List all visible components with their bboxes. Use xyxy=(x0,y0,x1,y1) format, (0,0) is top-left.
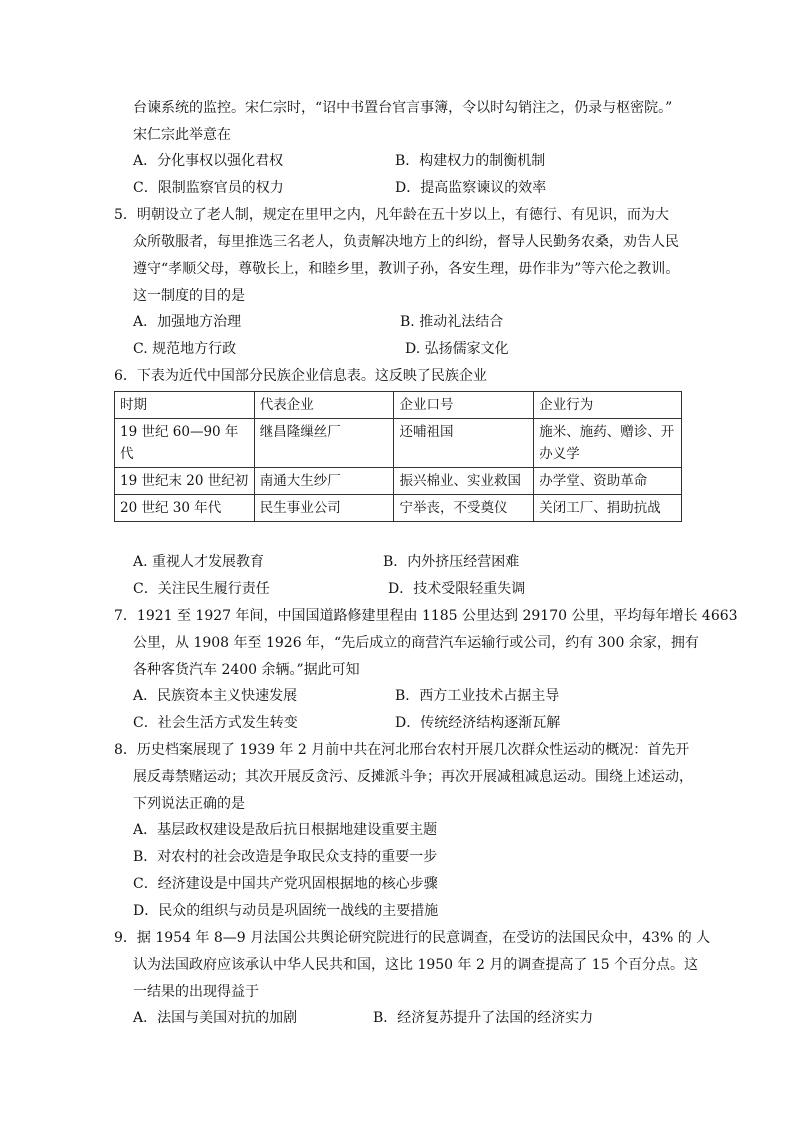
enterprise-table xyxy=(114,391,682,522)
q4-option-a: A．分化事权以强化君权 xyxy=(133,153,284,169)
table-cell: 还哺祖国 xyxy=(394,419,534,468)
q5-option-d: D. 弘扬儒家文化 xyxy=(405,341,509,357)
q8-line-3: 下列说法正确的是 xyxy=(133,796,245,812)
q9-option-a: A．法国与美国对抗的加剧 xyxy=(133,1010,298,1026)
q7-line-3: 各种客货汽车 2400 余辆。”据此可知 xyxy=(133,662,360,678)
q9-line-2: 认为法国政府应该承认中华人民共和国，这比 1950 年 2 月的调查提高了 15 个百分点。这 xyxy=(133,957,699,973)
table-header-cell: 时期 xyxy=(115,392,255,419)
table-cell: 办学堂、资助革命 xyxy=(534,468,682,495)
table-row xyxy=(115,495,682,522)
table-cell: 振兴棉业、实业救国 xyxy=(394,468,534,495)
q8-option-a: A．基层政权建设是敌后抗日根据地建设重要主题 xyxy=(133,822,438,838)
table-cell: 施米、施药、赠诊、开办义学 xyxy=(534,419,682,468)
q4-option-c: C．限制监察官员的权力 xyxy=(133,180,284,196)
table-header-row xyxy=(115,392,682,419)
q4-option-d: D．提高监察谏议的效率 xyxy=(395,180,547,196)
q7-line-2: 公里，从 1908 年至 1926 年，“先后成立的商营汽车运输行或公司，约有 300 余家，拥有 xyxy=(133,635,699,651)
table-cell: 宁举丧，不受奠仪 xyxy=(394,495,534,522)
q8-option-c: C．经济建设是中国共产党巩固根据地的核心步骤 xyxy=(133,876,438,892)
q7-option-c: C．社会生活方式发生转变 xyxy=(133,715,298,731)
q6-option-d: D．技术受限轻重失调 xyxy=(388,581,526,597)
q8-line-2: 展反毒禁赌运动；其次开展反贪污、反摊派斗争；再次开展减租减息运动。围绕上述运动， xyxy=(133,769,693,785)
table-row xyxy=(115,468,682,495)
q5-line-4: 这一制度的目的是 xyxy=(133,288,245,304)
q6-line-1: 6．下表为近代中国部分民族企业信息表。这反映了民族企业 xyxy=(114,368,487,384)
q8-option-d: D．民众的组织与动员是巩固统一战线的主要措施 xyxy=(133,903,439,919)
q8-option-b: B．对农村的社会改造是争取民众支持的重要一步 xyxy=(133,849,438,865)
q9-option-b: B．经济复苏提升了法国的经济实力 xyxy=(373,1010,594,1026)
q5-option-b: B. 推动礼法结合 xyxy=(400,314,504,330)
q7-line-1: 7．1921 至 1927 年间，中国国道路修建里程由 1185 公里达到 29170 公里，平均每年增长 4663 xyxy=(114,608,738,624)
q5-line-2: 众所敬服者，每里推选三名老人，负责解决地方上的纠纷，督导人民勤务农桑，劝告人民 xyxy=(133,234,679,250)
q6-option-b: B．内外挤压经营困难 xyxy=(383,554,520,570)
table-cell: 民生事业公司 xyxy=(254,495,394,522)
q4-line-1: 台谏系统的监控。宋仁宗时，“诏中书置台官言事簿，令以时勾销注之，仍录与枢密院。” xyxy=(133,100,673,116)
q7-option-a: A．民族资本主义快速发展 xyxy=(133,688,298,704)
q6-option-a: A. 重视人才发展教育 xyxy=(133,554,265,570)
q5-line-3: 遵守“孝顺父母，尊敬长上，和睦乡里，教训子孙，各安生理，毋作非为”等六伦之教训。 xyxy=(133,261,680,277)
q5-line-1: 5．明朝设立了老人制，规定在里甲之内，凡年龄在五十岁以上，有德行、有见识，而为大 xyxy=(114,207,669,223)
q5-option-a: A．加强地方治理 xyxy=(133,314,242,330)
q4-option-b: B．构建权力的制衡机制 xyxy=(395,153,546,169)
table-header-cell: 代表企业 xyxy=(254,392,394,419)
q5-option-c: C. 规范地方行政 xyxy=(133,341,237,357)
q9-line-1: 9．据 1954 年 8—9 月法国公共舆论研究院进行的民意调查，在受访的法国民众中，43% 的 人 xyxy=(114,930,711,946)
q7-option-b: B．西方工业技术占据主导 xyxy=(395,688,560,704)
table-cell: 继昌隆缫丝厂 xyxy=(254,419,394,468)
q9-line-3: 一结果的出现得益于 xyxy=(133,984,259,1000)
q6-option-c: C．关注民生履行责任 xyxy=(133,581,270,597)
table-cell: 南通大生纱厂 xyxy=(254,468,394,495)
q8-line-1: 8．历史档案展现了 1939 年 2 月前中共在河北邢台农村开展几次群众性运动的概况：首先开 xyxy=(114,742,690,758)
q4-line-2: 宋仁宗此举意在 xyxy=(133,127,231,143)
table-header-cell: 企业口号 xyxy=(394,392,534,419)
table-row xyxy=(115,419,682,468)
table-cell: 关闭工厂、捐助抗战 xyxy=(534,495,682,522)
table-cell: 20 世纪 30 年代 xyxy=(115,495,255,522)
table-header-cell: 企业行为 xyxy=(534,392,682,419)
table-cell: 19 世纪末 20 世纪初 xyxy=(115,468,255,495)
table-cell: 19 世纪 60—90 年代 xyxy=(115,419,255,468)
q7-option-d: D．传统经济结构逐渐瓦解 xyxy=(395,715,561,731)
